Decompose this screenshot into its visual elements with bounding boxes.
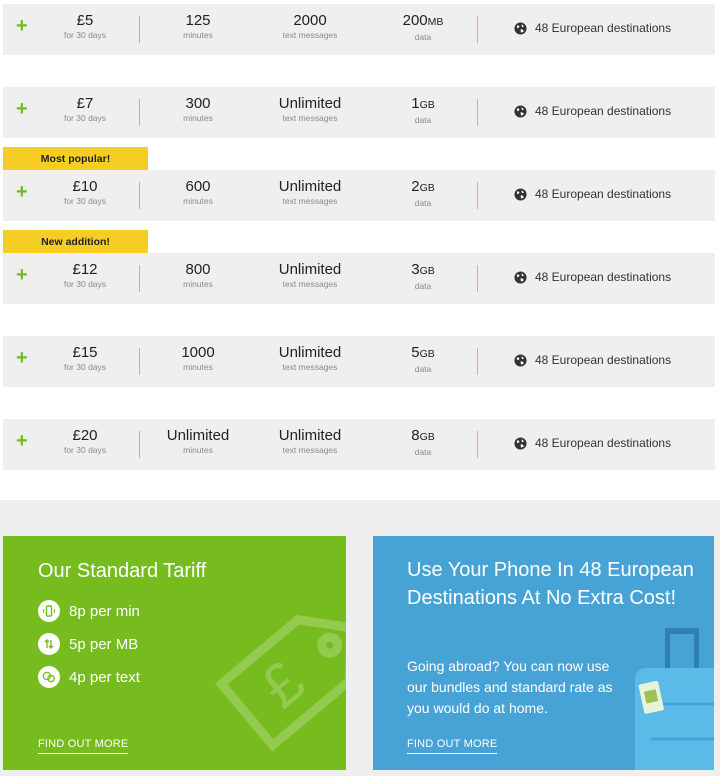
minutes-value: 1000 — [181, 344, 215, 361]
tariff-item-minutes — [38, 600, 140, 622]
minutes-cell — [158, 12, 238, 41]
period-label: for 30 days — [63, 30, 107, 40]
bundle-row[interactable] — [3, 253, 715, 304]
most-popular-badge: Most popular! — [3, 147, 148, 170]
data-value-wrap — [383, 12, 463, 31]
destinations-label: 48 European destinations — [535, 187, 672, 201]
expand-plus-icon[interactable]: + — [16, 98, 28, 120]
standard-tariff-find-out-more-link[interactable]: FIND OUT MORE — [38, 738, 128, 754]
destinations-label: 48 European destinations — [535, 353, 672, 367]
price: £20 — [72, 427, 98, 444]
globe-icon — [514, 354, 527, 367]
suitcase-icon — [631, 624, 714, 770]
expand-plus-icon[interactable]: + — [16, 430, 28, 452]
divider — [139, 182, 140, 209]
data-value: 3 — [411, 261, 420, 278]
minutes-value: 800 — [185, 261, 211, 278]
divider — [477, 265, 478, 292]
texts-value: Unlimited — [278, 95, 342, 112]
data-label: data — [414, 198, 432, 208]
promo-section — [0, 500, 720, 776]
minutes-cell — [158, 261, 238, 290]
texts-label: text messages — [282, 279, 338, 289]
divider — [139, 431, 140, 458]
period-label: for 30 days — [63, 196, 107, 206]
destinations-label: 48 European destinations — [535, 270, 672, 284]
destinations — [514, 270, 671, 284]
expand-plus-icon[interactable]: + — [16, 264, 28, 286]
texts-value: Unlimited — [278, 427, 342, 444]
standard-tariff-card — [3, 536, 346, 770]
destinations — [514, 353, 671, 367]
divider — [477, 431, 478, 458]
divider — [139, 99, 140, 126]
destinations-label: 48 European destinations — [535, 104, 672, 118]
bundle-row[interactable] — [3, 419, 715, 470]
texts-cell — [265, 12, 355, 41]
tariff-item-text — [38, 666, 140, 688]
destinations — [514, 21, 671, 35]
texts-cell — [265, 95, 355, 124]
data-value: 200 — [402, 12, 428, 29]
bundle-row[interactable] — [3, 4, 715, 55]
minutes-value: 600 — [185, 178, 211, 195]
data-value-wrap — [383, 427, 463, 446]
price: £10 — [72, 178, 98, 195]
data-cell — [383, 427, 463, 458]
texts-label: text messages — [282, 362, 338, 372]
period-label: for 30 days — [63, 279, 107, 289]
roaming-card — [373, 536, 714, 770]
texts-value: Unlimited — [278, 261, 342, 278]
data-label: data — [414, 115, 432, 125]
texts-value: 2000 — [293, 12, 327, 29]
tariff-item-data — [38, 633, 138, 655]
texts-label: text messages — [282, 196, 338, 206]
data-unit: GB — [419, 265, 435, 277]
roaming-title: Use Your Phone In 48 European Destinations At No Extra Cost! — [407, 559, 694, 609]
minutes-label: minutes — [183, 30, 213, 40]
bundle-row[interactable] — [3, 170, 715, 221]
data-value-wrap — [383, 178, 463, 197]
data-unit: GB — [419, 182, 435, 194]
divider — [477, 348, 478, 375]
data-value-wrap — [383, 95, 463, 114]
minutes-cell — [158, 427, 238, 456]
globe-icon — [514, 188, 527, 201]
destinations-label: 48 European destinations — [535, 436, 672, 450]
price-cell — [53, 261, 117, 290]
minutes-cell — [158, 95, 238, 124]
period-label: for 30 days — [63, 362, 107, 372]
price-tag-icon — [193, 576, 346, 770]
data-transfer-icon — [38, 633, 60, 655]
globe-icon — [514, 271, 527, 284]
roaming-find-out-more-link[interactable]: FIND OUT MORE — [407, 738, 497, 754]
data-cell — [383, 178, 463, 209]
price: £7 — [76, 95, 94, 112]
standard-tariff-title: Our Standard Tariff — [38, 560, 207, 582]
data-unit: MB — [427, 16, 444, 28]
price: £5 — [76, 12, 94, 29]
tariff-text-text: 4p per text — [69, 668, 140, 686]
texts-label: text messages — [282, 113, 338, 123]
data-label: data — [414, 447, 432, 457]
minutes-label: minutes — [183, 362, 213, 372]
expand-plus-icon[interactable]: + — [16, 15, 28, 37]
minutes-value: Unlimited — [166, 427, 230, 444]
texts-cell — [265, 344, 355, 373]
data-value: 1 — [411, 95, 420, 112]
data-label: data — [414, 281, 432, 291]
data-unit: GB — [419, 348, 435, 360]
minutes-cell — [158, 178, 238, 207]
data-value: 8 — [411, 427, 420, 444]
expand-plus-icon[interactable]: + — [16, 347, 28, 369]
minutes-label: minutes — [183, 279, 213, 289]
roaming-body: Going abroad? You can now use our bundles and standard rate as you would do at home. — [407, 658, 613, 716]
divider — [139, 265, 140, 292]
destinations-label: 48 European destinations — [535, 21, 672, 35]
texts-label: text messages — [282, 445, 338, 455]
new-addition-badge: New addition! — [3, 230, 148, 253]
data-unit: GB — [419, 431, 435, 443]
destinations — [514, 104, 671, 118]
texts-cell — [265, 261, 355, 290]
price-cell — [53, 12, 117, 41]
minutes-value: 300 — [185, 95, 211, 112]
minutes-cell — [158, 344, 238, 373]
period-label: for 30 days — [63, 113, 107, 123]
price-cell — [53, 178, 117, 207]
price-cell — [53, 427, 117, 456]
texts-label: text messages — [282, 30, 338, 40]
expand-plus-icon[interactable]: + — [16, 181, 28, 203]
price-cell — [53, 95, 117, 124]
divider — [477, 99, 478, 126]
data-cell — [383, 12, 463, 43]
tariff-data-text: 5p per MB — [69, 635, 139, 653]
data-value: 5 — [411, 344, 420, 361]
minutes-value: 125 — [185, 12, 211, 29]
texts-value: Unlimited — [278, 178, 342, 195]
destinations — [514, 436, 671, 450]
data-value: 2 — [411, 178, 420, 195]
data-unit: GB — [419, 99, 435, 111]
divider — [139, 16, 140, 43]
minutes-label: minutes — [183, 445, 213, 455]
bundle-row[interactable] — [3, 87, 715, 138]
globe-icon — [514, 22, 527, 35]
divider — [139, 348, 140, 375]
destinations — [514, 187, 671, 201]
bundle-row[interactable] — [3, 336, 715, 387]
minutes-label: minutes — [183, 196, 213, 206]
phone-icon — [38, 600, 60, 622]
data-cell — [383, 95, 463, 126]
data-cell — [383, 261, 463, 292]
globe-icon — [514, 105, 527, 118]
price-cell — [53, 344, 117, 373]
texts-cell — [265, 427, 355, 456]
texts-cell — [265, 178, 355, 207]
period-label: for 30 days — [63, 445, 107, 455]
globe-icon — [514, 437, 527, 450]
minutes-label: minutes — [183, 113, 213, 123]
texts-value: Unlimited — [278, 344, 342, 361]
chat-bubbles-icon — [38, 666, 60, 688]
data-label: data — [414, 364, 432, 374]
data-value-wrap — [383, 344, 463, 363]
price: £12 — [72, 261, 98, 278]
data-value-wrap — [383, 261, 463, 280]
data-label: data — [414, 32, 432, 42]
divider — [477, 16, 478, 43]
price: £15 — [72, 344, 98, 361]
divider — [477, 182, 478, 209]
data-cell — [383, 344, 463, 375]
svg-text:£: £ — [248, 647, 317, 721]
tariff-minutes-text: 8p per min — [69, 602, 140, 620]
